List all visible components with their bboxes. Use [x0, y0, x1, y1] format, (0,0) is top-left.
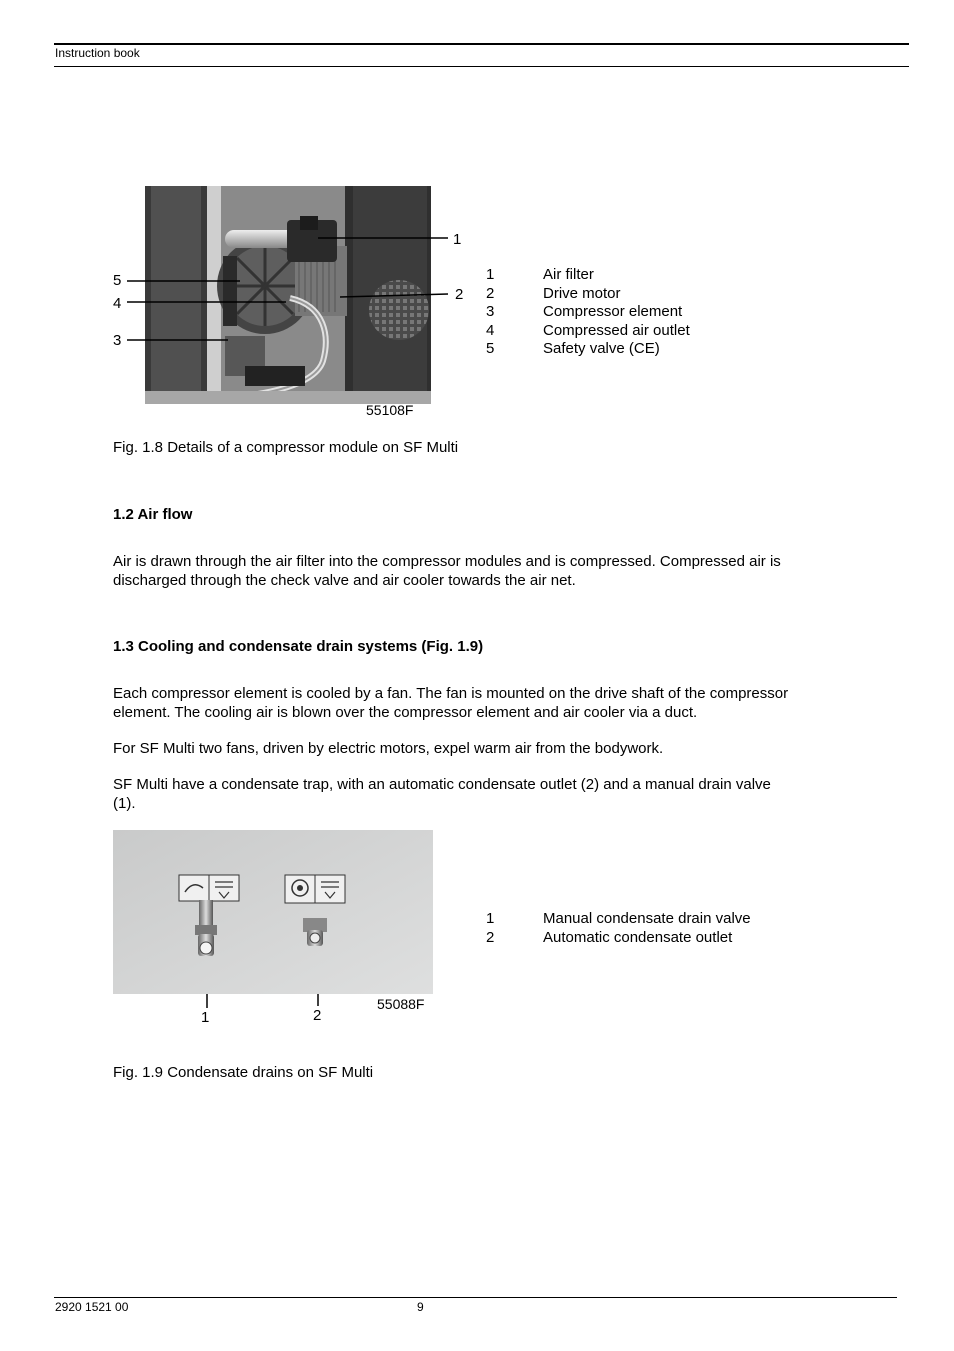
- footer-page-number: 9: [417, 1300, 424, 1314]
- figure-1-8-legend: [486, 266, 786, 361]
- figure-1-9-image-label: 55088F: [377, 996, 425, 1012]
- legend-number: 5: [486, 340, 495, 357]
- leader-line-2: [340, 294, 448, 297]
- legend-number: 1: [486, 910, 495, 927]
- section-1-3-para-1-line-1: Each compressor element is cooled by a fan. The fan is mounted on the drive shaft of the compressor: [113, 685, 789, 702]
- legend-number: 4: [486, 321, 495, 339]
- legend-number: 2: [486, 928, 495, 946]
- section-1-2-heading: 1.2 Air flow: [113, 506, 193, 523]
- legend-number: 1: [486, 266, 495, 283]
- figure-1-8-image-label: 55108F: [366, 402, 414, 418]
- legend-text: Compressor element: [543, 303, 683, 320]
- callout-4: 4: [113, 295, 122, 312]
- legend-number: 3: [486, 303, 495, 320]
- figure-1-9-photo: [113, 830, 433, 994]
- callout-2: 2: [455, 286, 464, 303]
- legend-text: Air filter: [543, 266, 594, 283]
- section-1-3-para-3-line-1: SF Multi have a condensate trap, with an automatic condensate outlet (2) and a manual drain valve: [113, 776, 771, 793]
- section-1-3-para-1-line-2: element. The cooling air is blown over the compressor element and air cooler via a duct.: [113, 704, 698, 721]
- callout-3: 3: [113, 332, 122, 349]
- figure-1-9-legend: [486, 910, 806, 950]
- section-1-3-para-2: For SF Multi two fans, driven by electric motors, expel warm air from the bodywork.: [113, 740, 664, 757]
- section-1-3-heading: 1.3 Cooling and condensate drain systems (Fig. 1.9): [113, 638, 484, 655]
- legend-text: Manual condensate drain valve: [543, 910, 751, 927]
- callout-5: 5: [113, 272, 122, 289]
- legend-text: Compressed air outlet: [543, 321, 690, 339]
- section-1-2-paragraph-line-1: Air is drawn through the air filter into the compressor modules and is compressed. Compressed air is: [113, 553, 781, 570]
- section-1-2-paragraph-line-2: discharged through the check valve and air cooler towards the air net.: [113, 572, 576, 589]
- condensate-drains-image: [113, 830, 433, 994]
- callout-1: 1: [453, 231, 462, 248]
- callout-f9-2: 2: [313, 1007, 322, 1024]
- legend-text: Safety valve (CE): [543, 340, 660, 357]
- section-1-3-para-3-line-2: (1).: [113, 795, 136, 812]
- callout-f9-1: 1: [201, 1009, 210, 1026]
- figure-1-9-caption: Fig. 1.9 Condensate drains on SF Multi: [113, 1064, 374, 1081]
- footer-rule: [54, 1297, 897, 1298]
- legend-text: Automatic condensate outlet: [543, 928, 733, 946]
- legend-number: 2: [486, 284, 495, 302]
- figure-1-8-caption: Fig. 1.8 Details of a compressor module on SF Multi: [113, 439, 459, 456]
- header-title: Instruction book: [55, 46, 140, 60]
- footer-doc-number: 2920 1521 00: [55, 1300, 129, 1314]
- legend-text: Drive motor: [543, 284, 621, 302]
